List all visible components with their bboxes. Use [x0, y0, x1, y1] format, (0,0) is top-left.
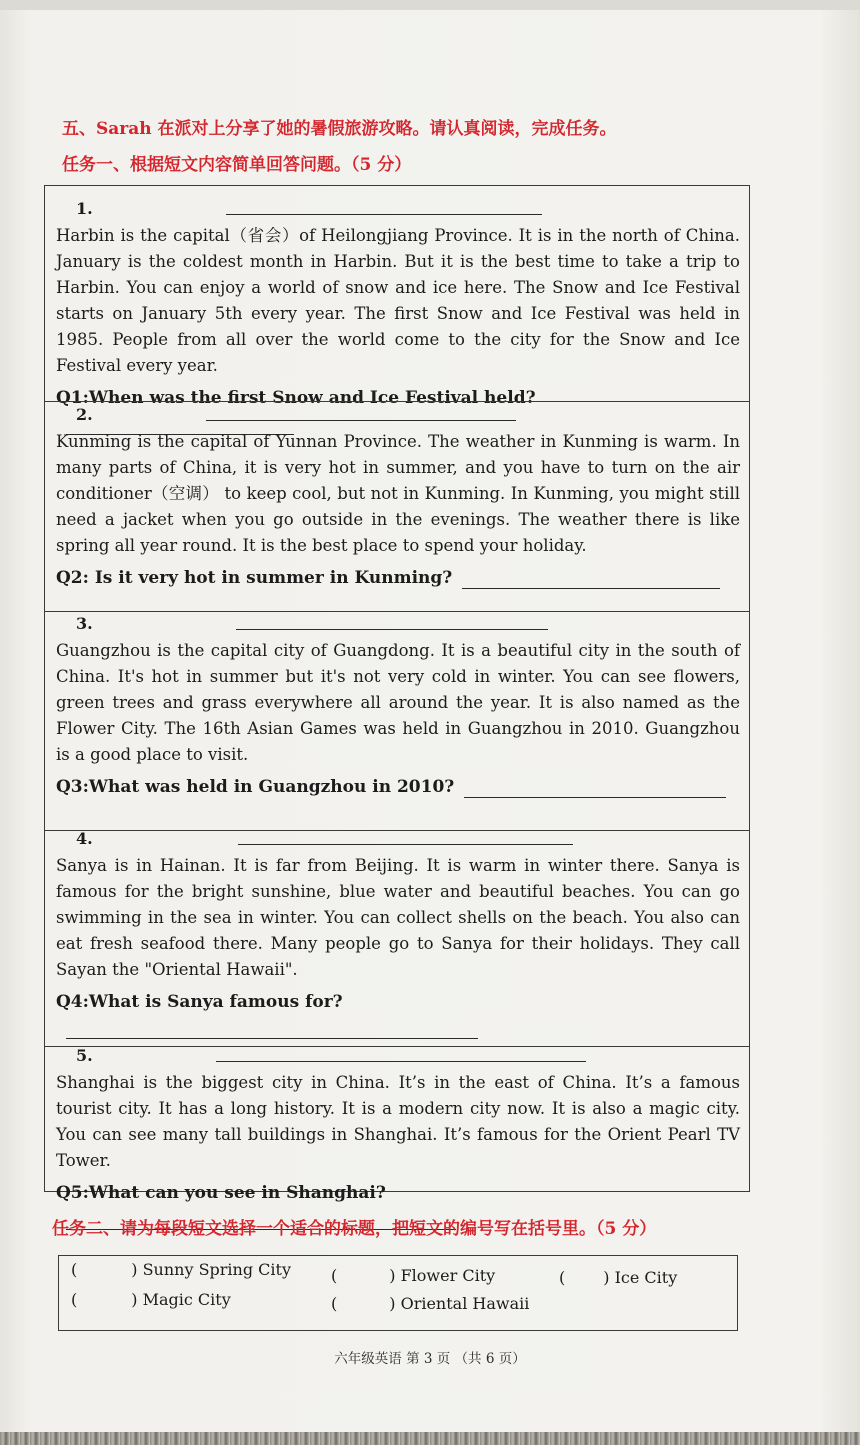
- passage-2: [44, 405, 750, 591]
- passage-text: Harbin is the capital（省会）of Heilongjiang Province. It is in the north of China. January is the coldest month in Harbin. But it is the best time to take a trip to Harbin. You can enjoy a world of snow and ice here. The Snow and Ice Festival starts on January 5th every year. The first Snow and Ice Festival was held in 1985. People from all over the world come to the city for the Snow and Ice Festival every year.: [56, 226, 740, 375]
- passage-text: Shanghai is the biggest city in China. It’s in the east of China. It’s a famous tourist city. It has a long history. It is a modern city now. It is also a magic city. You can see many tall buildings in Shanghai. It’s famous for the Orient Pearl TV Tower.: [56, 1073, 740, 1170]
- option-label: ) Ice City: [603, 1268, 678, 1287]
- scan-edge-top: [0, 0, 860, 10]
- answer-blank[interactable]: [462, 588, 720, 589]
- passage-3: [44, 614, 750, 800]
- open-paren: (: [71, 1260, 78, 1279]
- answer-blank[interactable]: [464, 797, 726, 798]
- passage-4: [44, 829, 750, 1015]
- option-label: ) Magic City: [131, 1290, 231, 1309]
- passage-5: [44, 1046, 750, 1206]
- question-3: [56, 774, 740, 800]
- task1-heading: 任务一、根据短文内容简单回答问题。（5 分）: [62, 155, 412, 175]
- passage-text: Kunming is the capital of Yunnan Province. The weather in Kunming is warm. In many parts of China, it is very hot in summer, and you have to turn on the air conditioner（空调） to keep cool, but not in Kunming. In Kunming, you might still need a jacket when you go outside in the evenings. The weather there is like spring all year round. It is the best place to spend your holiday.: [56, 432, 740, 555]
- option-label: ) Oriental Hawaii: [389, 1294, 530, 1313]
- passage-number: 1.: [76, 199, 93, 218]
- section-heading: 五、Sarah 在派对上分享了她的暑假旅游攻略。请认真阅读，完成任务。: [62, 119, 617, 139]
- option-label: ) Sunny Spring City: [131, 1260, 292, 1279]
- title-answer-blank[interactable]: [226, 214, 542, 215]
- question-4: [56, 989, 740, 1015]
- question-text: Q4:What is Sanya famous for?: [56, 992, 343, 1012]
- passage-number: 3.: [76, 614, 93, 633]
- open-paren: (: [71, 1290, 78, 1309]
- passage-divider: [44, 611, 750, 612]
- title-answer-blank[interactable]: [236, 629, 548, 630]
- title-answer-blank[interactable]: [206, 420, 516, 421]
- question-text: Q2: Is it very hot in summer in Kunming?: [56, 568, 453, 588]
- option-ice-city[interactable]: [559, 1268, 677, 1287]
- page-footer: 六年级英语 第 3 页 （共 6 页）: [334, 1351, 526, 1367]
- passage-text: Sanya is in Hainan. It is far from Beijing. It is warm in winter there. Sanya is famous for the bright sunshine, blue water and beautiful beaches. You can go swimming in the sea in winter. You can collect shells on the beach. You also can eat fresh seafood there. Many people go to Sanya for their holidays. They call Sayan the "Oriental Hawaii".: [56, 856, 740, 979]
- task2-heading: 任务二、请为每段短文选择一个适合的标题，把短文的编号写在括号里。（5 分）: [52, 1219, 657, 1239]
- open-paren: (: [331, 1294, 338, 1313]
- open-paren: (: [331, 1266, 338, 1285]
- option-sunny-spring-city[interactable]: [71, 1260, 291, 1279]
- answer-blank[interactable]: [66, 1038, 478, 1039]
- option-label: ) Flower City: [389, 1266, 496, 1285]
- title-answer-blank[interactable]: [238, 844, 573, 845]
- option-magic-city[interactable]: [71, 1290, 231, 1309]
- question-text: Q1:When was the first Snow and Ice Festival held?: [56, 388, 536, 408]
- title-options-box: [58, 1255, 738, 1331]
- passage-number: 4.: [76, 829, 93, 848]
- title-answer-blank[interactable]: [216, 1061, 586, 1062]
- scan-edge-bottom: [0, 1432, 860, 1445]
- open-paren: (: [559, 1268, 566, 1287]
- option-oriental-hawaii[interactable]: [331, 1294, 529, 1313]
- option-flower-city[interactable]: [331, 1266, 495, 1285]
- passage-1: [44, 199, 750, 411]
- question-5: [56, 1180, 740, 1206]
- passage-number: 2.: [76, 405, 93, 424]
- question-2: [56, 565, 740, 591]
- question-text: Q5:What can you see in Shanghai?: [56, 1183, 386, 1203]
- question-text: Q3:What was held in Guangzhou in 2010?: [56, 777, 455, 797]
- passage-text: Guangzhou is the capital city of Guangdong. It is a beautiful city in the south of China. It's hot in summer but it's not very cold in winter. You can see flowers, green trees and grass everywhere all around the year. It is also named as the Flower City. The 16th Asian Games was held in Guangzhou in 2010. Guangzhou is a good place to visit.: [56, 641, 740, 764]
- passage-divider: [44, 401, 750, 402]
- passage-number: 5.: [76, 1046, 93, 1065]
